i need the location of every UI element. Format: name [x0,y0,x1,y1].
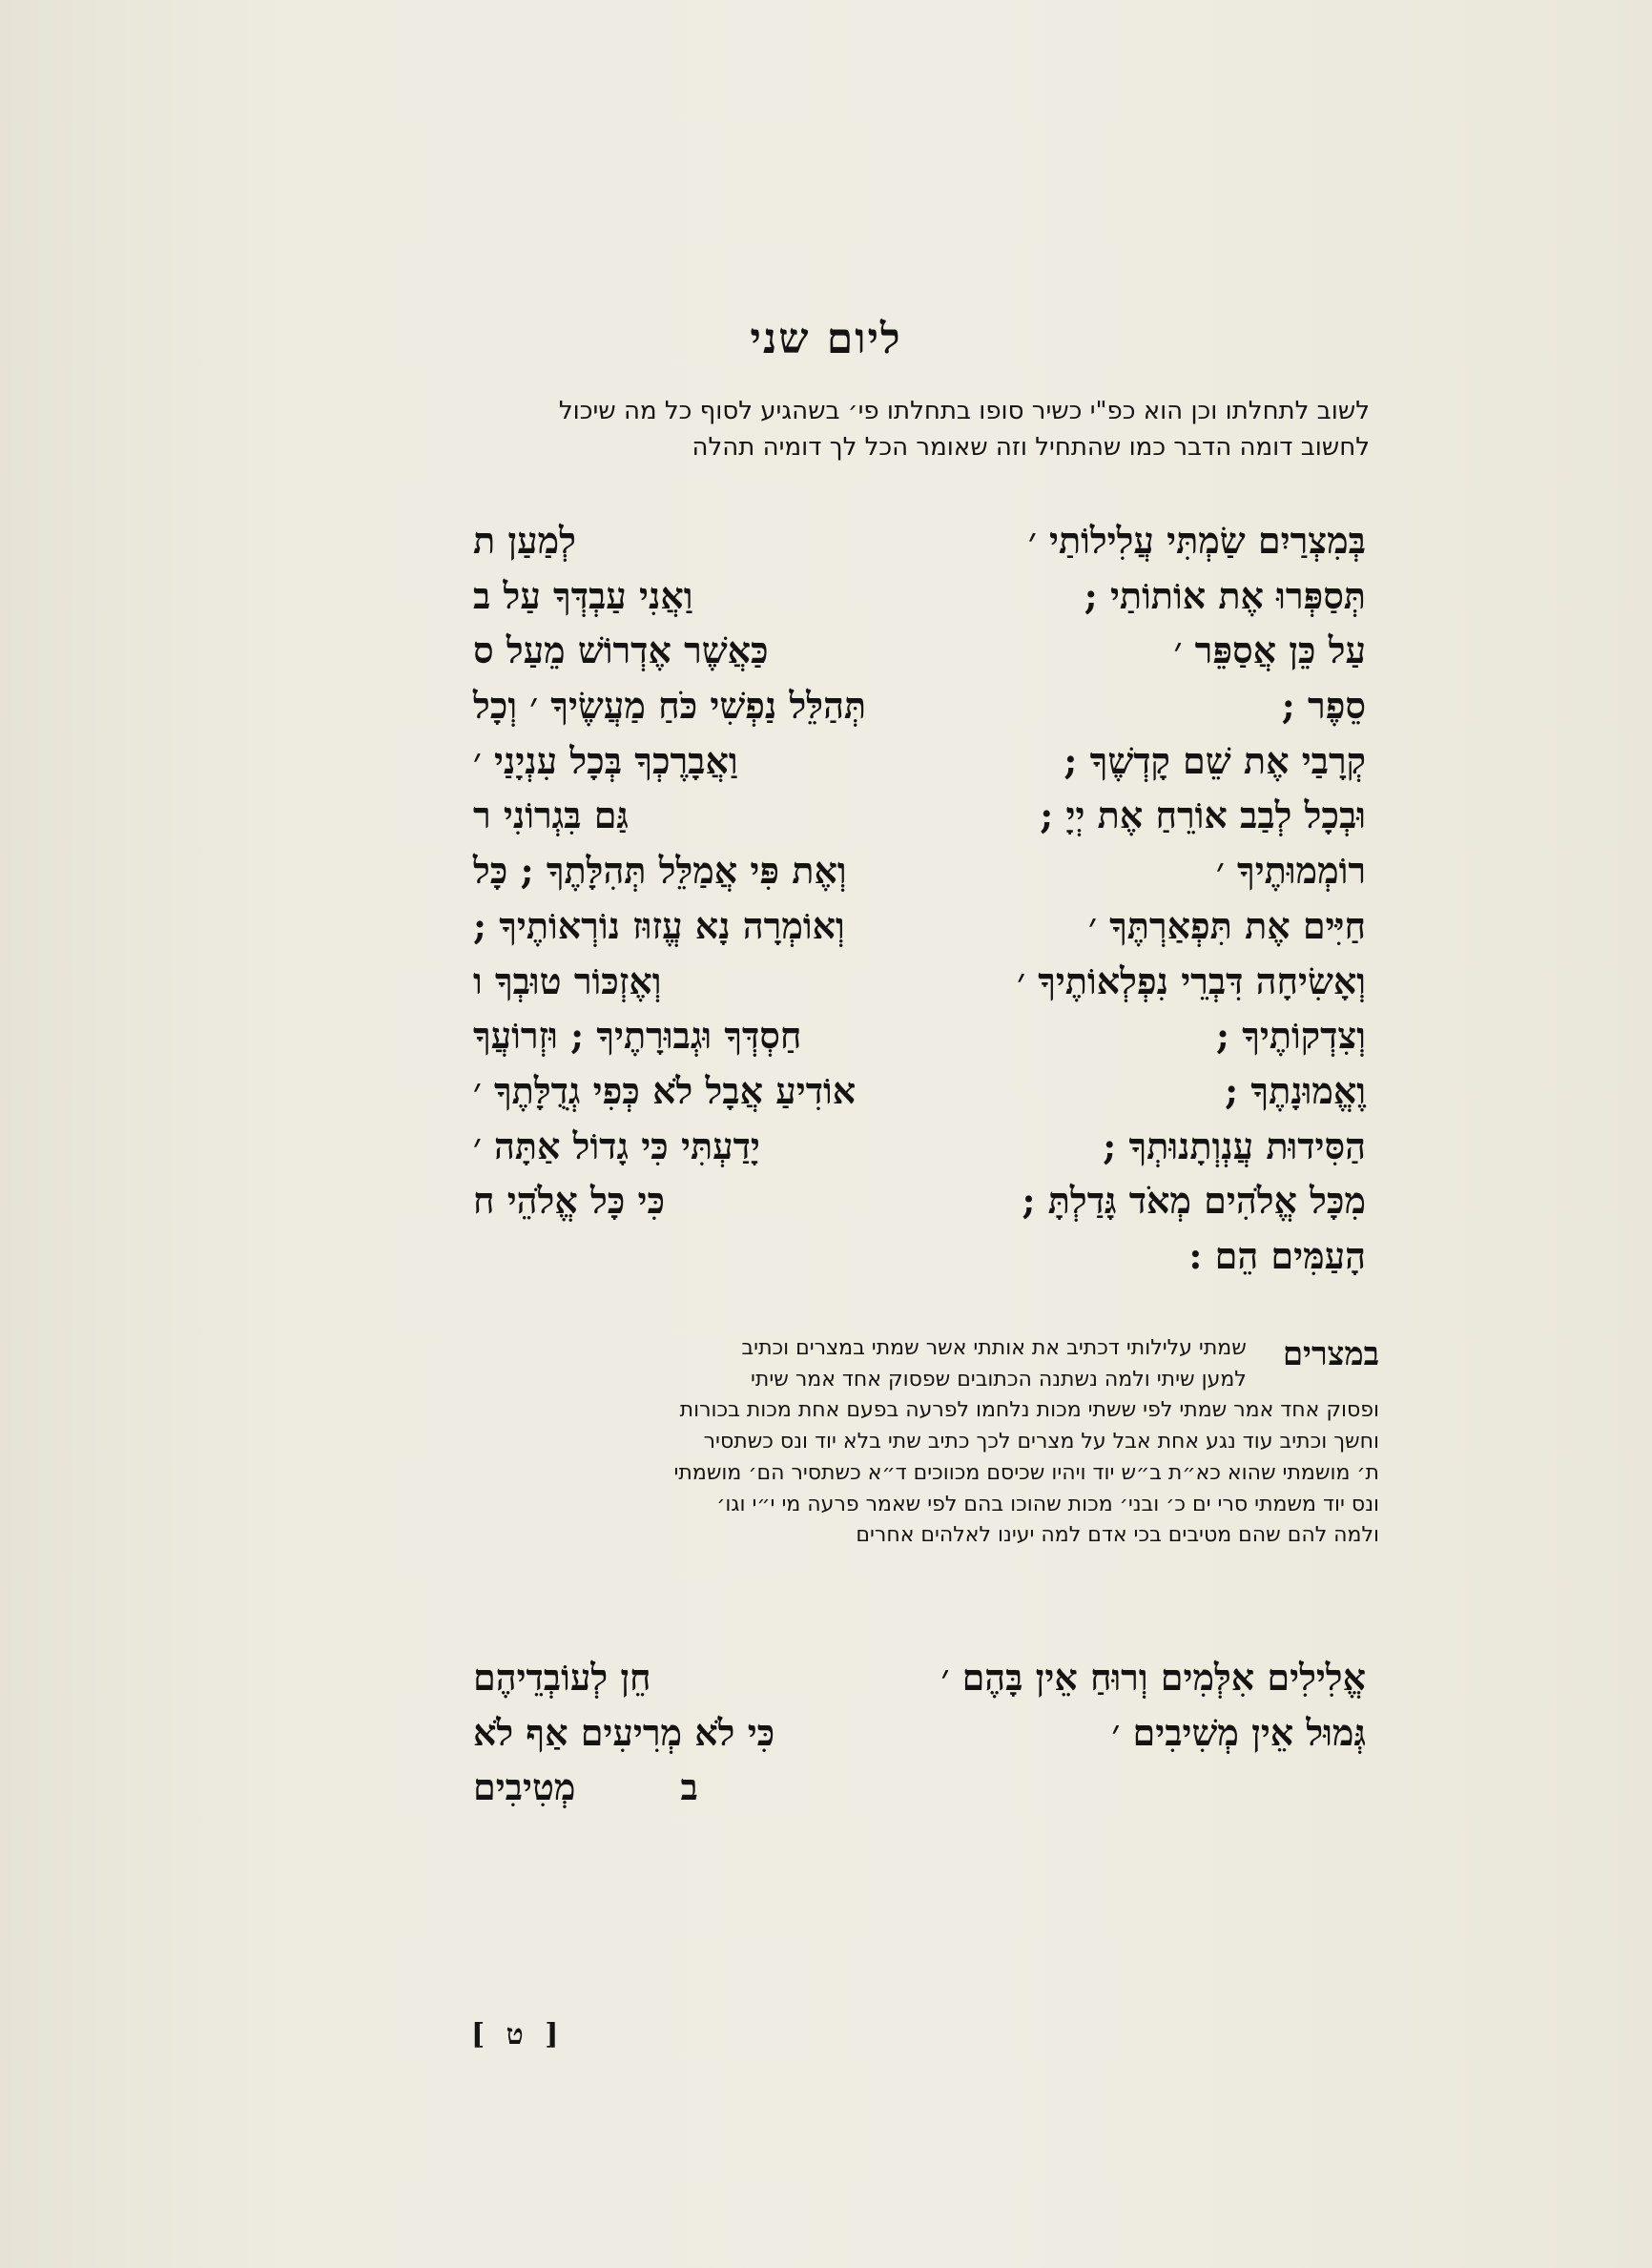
poem-line [473,1008,1366,1063]
commentary-line: וחשך וכתיב עוד נגע אחת אבל על מצרים לכך כתיב שתי בלא יוד ונס כשתסיר [703,1430,1379,1454]
poem-line-end: וְאוֹמְרָה נָא עֱזוּז נוֹרְאוֹתֶיךָ ; [473,903,845,947]
poem-line-start: וְאָשִׂיחָה דִּבְרֵי נִפְלְאוֹתֶיךָ ׳ [1017,959,1366,1002]
poem-line-start: רוֹמְמוּתֶיךָ ׳ [1216,849,1366,893]
poem-line-start: הָעַמִּים הֵם : [1188,1233,1366,1277]
commentary-heading: במצרים [1282,1335,1379,1373]
poem-main [473,513,1366,1284]
commentary-line: למען שיתי ולמה נשתנה הכתובים שפסוק אחד אמר שיתי [750,1367,1247,1392]
poem-line-end: כַּאֲשֶׁר אֶדְרוֹשׁ מֵעַל ס [473,629,769,672]
poem-line [473,788,1366,843]
poem-line-end: כִּי לֹא מְרִיעִים אַף לֹא [473,1710,775,1754]
poem-line [473,954,1366,1009]
poem-line-end: כִּי כָּל אֱלֹהֵי ח [473,1179,666,1223]
intro-line: לשוב לתחלתו וכן הוא כפ"י כשיר סופו בתחלתו פי׳ בשהגיע לסוף כל מה שיכול [558,397,1370,425]
page-title: ליום שני [750,315,902,363]
poem-line-start: חַיִּים אֶת תִּפְאַרְתֶּךָ ׳ [1088,903,1366,947]
poem-line-start: ב [680,1765,698,1809]
poem-line [473,1760,1366,1815]
intro-note [477,393,1370,465]
poem-line-start: קְרָבַי אֶת שֵׁם קָדְשֶׁךָ ; [1063,738,1366,782]
poem-line [473,513,1366,568]
poem-line-end: וְאֶת פִּי אֲמַלֵּל תְּהִלָּתֶךָ ; כָּל [473,849,847,893]
poem-line-start: אֱלִילִים אִלְּמִים וְרוּחַ אֵין בָּהֶם ׳ [940,1656,1366,1699]
poem-line-end: אוֹדִיעַ אֲבָל לֹא כְּפִי גְדֻלָּתֶךָ ׳ [473,1068,857,1112]
poem-line [473,1173,1366,1228]
poem-line-end: לְמַעַן ת [473,519,576,562]
poem-line-end: מְטִיבִים [473,1765,576,1809]
commentary-line: שמתי עלילותי דכתיב את אותתי אשר שמתי במצרים וכתיב [741,1336,1247,1360]
poem-line [473,568,1366,624]
poem-line-end: יָדַעְתִּי כִּי גָדוֹל אַתָּה ׳ [473,1124,760,1167]
poem-line [473,733,1366,789]
commentary-line: ופסוק אחד אמר שמתי לפי ששתי מכות נלחמו לפרעה בפעם אחת מכות בכורות [679,1398,1379,1423]
poem-line [473,1063,1366,1119]
poem-line [473,898,1366,954]
poem-line-start: הַסִּידוּת עֲנְוְתָנוּתְךָ ; [1103,1124,1366,1167]
poem-line [473,1650,1366,1705]
intro-line: לחשוב דומה הדבר כמו שהתחיל וזה שאומר הכל לך דומיה תהלה [692,433,1370,462]
poem-line-start: וְצִדְקוֹתֶיךָ ; [1215,1014,1366,1058]
poem-line-start: בְּמִצְרַיִם שַׂמְתִּי עֲלִילוֹתַי ׳ [1027,519,1366,562]
poem-line-end: גַּם בִּגְרוֹנִי ר [473,794,629,837]
commentary-line: ונס יוד משמתי סרי ים כ׳ ובני׳ מכות שהוכו בהם לפי שאמר פרעה מי י״י וגו׳ [716,1492,1379,1516]
commentary-line: ת׳ מושמתי שהוא כא״ת ב״ש יוד ויהיו שכיסם מכווכים ד״א כשתסיר הם׳ מושמתי [673,1460,1379,1485]
poem-line-end: וַאֲנִי עַבְדְּךָ עַל ב [473,573,693,617]
poem-line [473,1119,1366,1174]
poem-line-start: גְּמוּל אֵין מְשִׁיבִים ׳ [1111,1710,1366,1754]
commentary-block [473,1333,1379,1552]
poem-line [473,843,1366,898]
commentary-line: ולמה להם שהם מטיבים בכי אדם למה יעינו לאלהים אחרים [856,1523,1379,1548]
poem-line-end: תְּהַלֵּל נַפְשִׁי כֹּחַ מַעֲשֶׂיךָ ׳ וְכָל [473,684,867,728]
poem-line-end: וַאֲבָרֶכְךָ בְּכָל עִנְיָנַי ׳ [473,738,738,782]
poem-line [473,678,1366,733]
poem-line-start: עַל כֵּן אֲסַפֵּר ׳ [1173,629,1366,672]
poem-line-start: תְּסַפְּרוּ אֶת אוֹתוֹתַי ; [1084,573,1366,617]
poem-line-end: וְאֶזְכּוֹר טוּבְךָ ו [473,959,662,1002]
poem-line-start: סֵפֶר ; [1281,684,1366,728]
poem-line-end: חֵן לְעוֹבְדֵיהֶם [473,1656,651,1699]
poem-line-start: וֶאֱמוּנָתֶךָ ; [1225,1068,1366,1112]
page-number: [ ט ] [471,2018,565,2052]
poem-line [473,1228,1366,1284]
poem-secondary [473,1650,1366,1815]
poem-line-start: וּבְכָל לְבַב אוֹרֵחַ אֶת יְיָ ; [1040,794,1366,837]
poem-line-end: חַסְדְּךָ וּגְבוּרָתֶיךָ ; וּזְרוֹעֲךָ [473,1014,802,1058]
poem-line [473,623,1366,678]
poem-line-start: מִכָּל אֱלֹהִים מְאֹד גָּדַלְתָּ ; [1022,1179,1366,1223]
poem-line [473,1705,1366,1761]
